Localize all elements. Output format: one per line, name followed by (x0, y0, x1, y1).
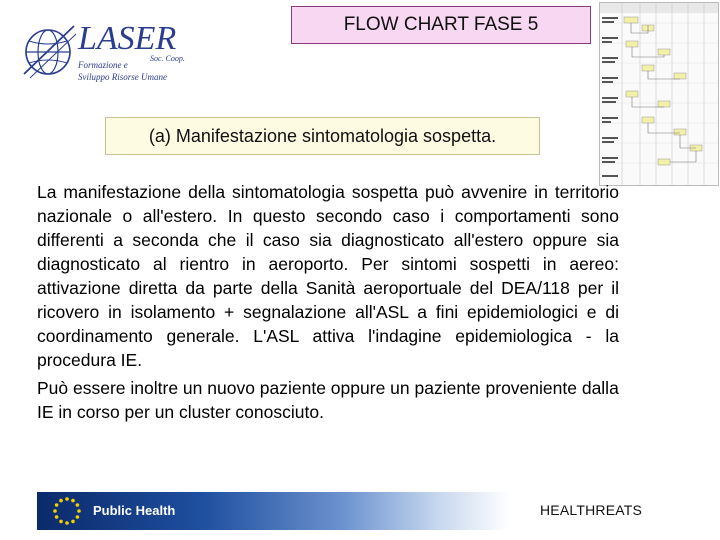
section-subtitle (105, 117, 540, 155)
laser-globe-icon (20, 20, 78, 80)
flowchart-thumbnail-graphic (600, 3, 718, 185)
logo-wordmark: LASER (78, 20, 177, 57)
section-subtitle-text: (a) Manifestazione sintomatologia sospetta. (148, 125, 497, 146)
body-paragraph-2: Può essere inoltre un nuovo paziente oppure un paziente proveniente dalla IE in corso per un cluster conosciuto. (37, 378, 619, 422)
public-health-label: Public Health (93, 503, 176, 518)
healthreats-brand: HEALTHREATS (540, 502, 643, 518)
body-text (37, 180, 619, 424)
public-health-banner (37, 492, 510, 530)
logo-suffix: Soc. Coop. (150, 54, 185, 63)
slide-title (291, 6, 591, 44)
eu-stars-icon (51, 495, 83, 527)
laser-logo (20, 18, 190, 88)
logo-tagline-line2: Sviluppo Risorse Umane (78, 72, 167, 82)
body-paragraph-1: La manifestazione della sintomatologia sospetta può avvenire in territorio nazionale o all'estero. In questo secondo caso i comportamenti sono differenti a seconda che il caso sia diagnosticato all'estero oppure sia diagnosticato al rientro in aeroporto. Per sintomi sospetti in aereo: attivazione diretta da parte della Sanità aeroportuale del DEA/118 per il ricovero in isolamento + segnalazione all'ASL a fini epidemiologici e di coordinamento generale. L'ASL attiva l'indagine epidemiologica - la procedura IE. (37, 182, 619, 370)
slide-title-text: FLOW CHART FASE 5 (343, 14, 539, 35)
logo-tagline-line1: Formazione e (78, 60, 128, 70)
flowchart-thumbnail (599, 2, 719, 186)
